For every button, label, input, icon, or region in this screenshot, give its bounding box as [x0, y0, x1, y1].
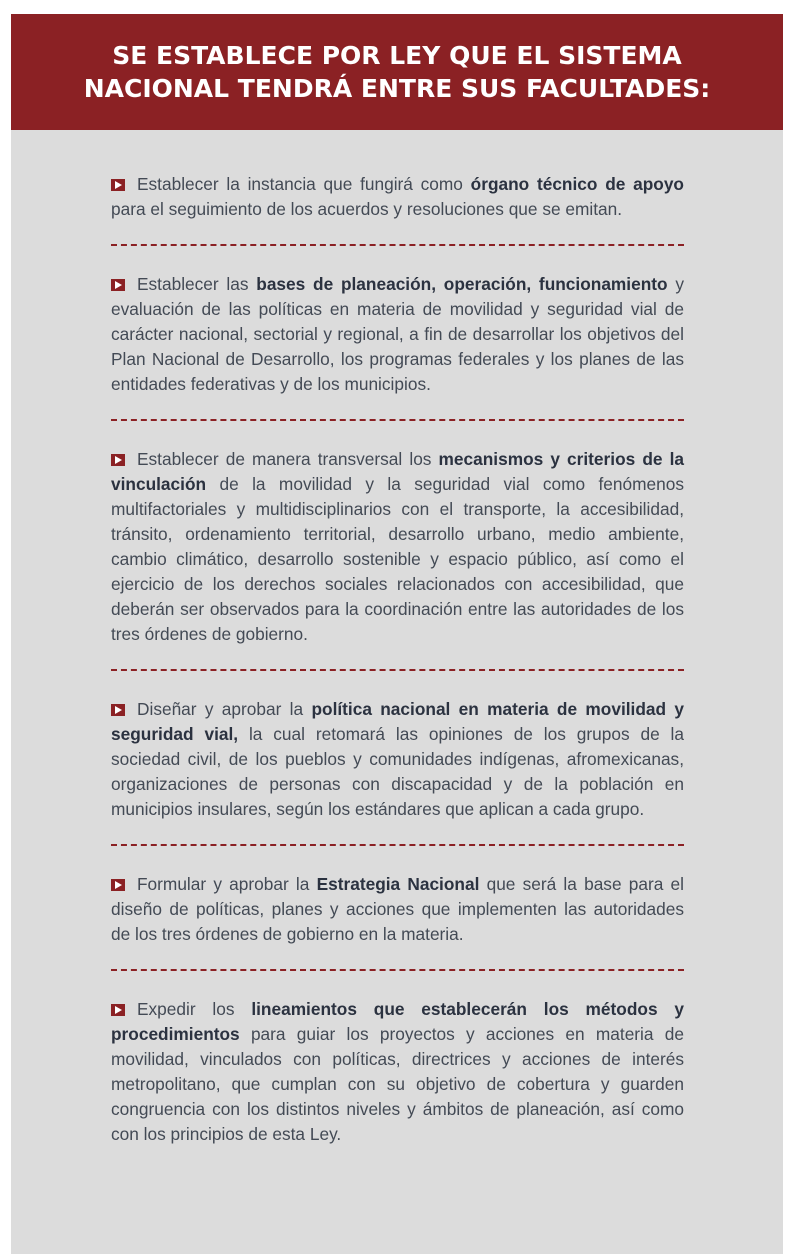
- item-text-bold: mecanismos y criterios de la vinculación: [111, 449, 685, 494]
- play-arrow-icon: [111, 704, 125, 716]
- item-text-post: para guiar los proyectos y acciones en materia de movilidad, vinculados con políticas, directrices y acciones de interés metropolitano, que cumplan con su objetivo de cobertura y guarden congruencia con los distintos niveles y ámbitos de planeación, así como con los principios de esta Ley.: [111, 1024, 684, 1144]
- item-text-bold: Estrategia Nacional: [316, 874, 480, 894]
- item-text-post: y evaluación de las políticas en materia de movilidad y seguridad vial de carácter nacional, sectorial y regional, a fin de desarrollar los objetivos del Plan Nacional de Desarrollo, los programas federales y los planes de las entidades federativas y de los municipios.: [111, 274, 684, 394]
- list-item: [111, 272, 684, 397]
- item-text-post: para el seguimiento de los acuerdos y resoluciones que se emitan.: [111, 199, 623, 219]
- header-banner: [11, 14, 783, 130]
- dashed-divider: [111, 244, 684, 246]
- list-item: [111, 997, 684, 1147]
- play-arrow-icon: [111, 1004, 125, 1016]
- dashed-divider: [111, 669, 684, 671]
- page-title: SE ESTABLECE POR LEY QUE EL SISTEMA NACIONAL TENDRÁ ENTRE SUS FACULTADES:: [83, 41, 711, 103]
- item-text-pre: Establecer las: [137, 274, 257, 294]
- facultades-card: [11, 14, 783, 1254]
- item-text-bold: lineamientos que establecerán los métodos y procedimientos: [111, 999, 684, 1044]
- item-text-pre: Formular y aprobar la: [137, 874, 317, 894]
- play-arrow-icon: [111, 279, 125, 291]
- list-item: [111, 172, 684, 222]
- item-text-bold: órgano técnico de apoyo: [470, 174, 684, 194]
- item-text-post: de la movilidad y la seguridad vial como fenómenos multifactoriales y multidisciplinarios con el transporte, la accesibilidad, tránsito, ordenamiento territorial, desarrollo urbano, medio ambiente, cambio climático, desarrollo sostenible y espacio público, así como el ejercicio de los derechos sociales relacionados con accesibilidad, que deberán ser observados para la coordinación entre las autoridades de los tres órdenes de gobierno.: [111, 474, 684, 644]
- list-item: [111, 872, 684, 947]
- list-item: [111, 697, 684, 822]
- dashed-divider: [111, 844, 684, 846]
- list-item: [111, 447, 684, 647]
- dashed-divider: [111, 419, 684, 421]
- item-text-bold: política nacional en materia de movilidad y seguridad vial,: [111, 699, 684, 744]
- item-text-pre: Establecer de manera transversal los: [137, 449, 439, 469]
- item-text-pre: Establecer la instancia que fungirá como: [137, 174, 471, 194]
- item-text-post: que será la base para el diseño de políticas, planes y acciones que implementen las autoridades de los tres órdenes de gobierno en la materia.: [111, 874, 684, 944]
- facultades-list: [111, 172, 684, 1147]
- item-text-bold: bases de planeación, operación, funcionamiento: [256, 274, 668, 294]
- play-arrow-icon: [111, 179, 125, 191]
- dashed-divider: [111, 969, 684, 971]
- play-arrow-icon: [111, 879, 125, 891]
- play-arrow-icon: [111, 454, 125, 466]
- item-text-pre: Expedir los: [137, 999, 252, 1019]
- item-text-pre: Diseñar y aprobar la: [137, 699, 312, 719]
- item-text-post: la cual retomará las opiniones de los grupos de la sociedad civil, de los pueblos y comunidades indígenas, afromexicanas, organizaciones de personas con discapacidad y de la población en municipios insulares, según los estándares que aplican a cada grupo.: [111, 724, 685, 819]
